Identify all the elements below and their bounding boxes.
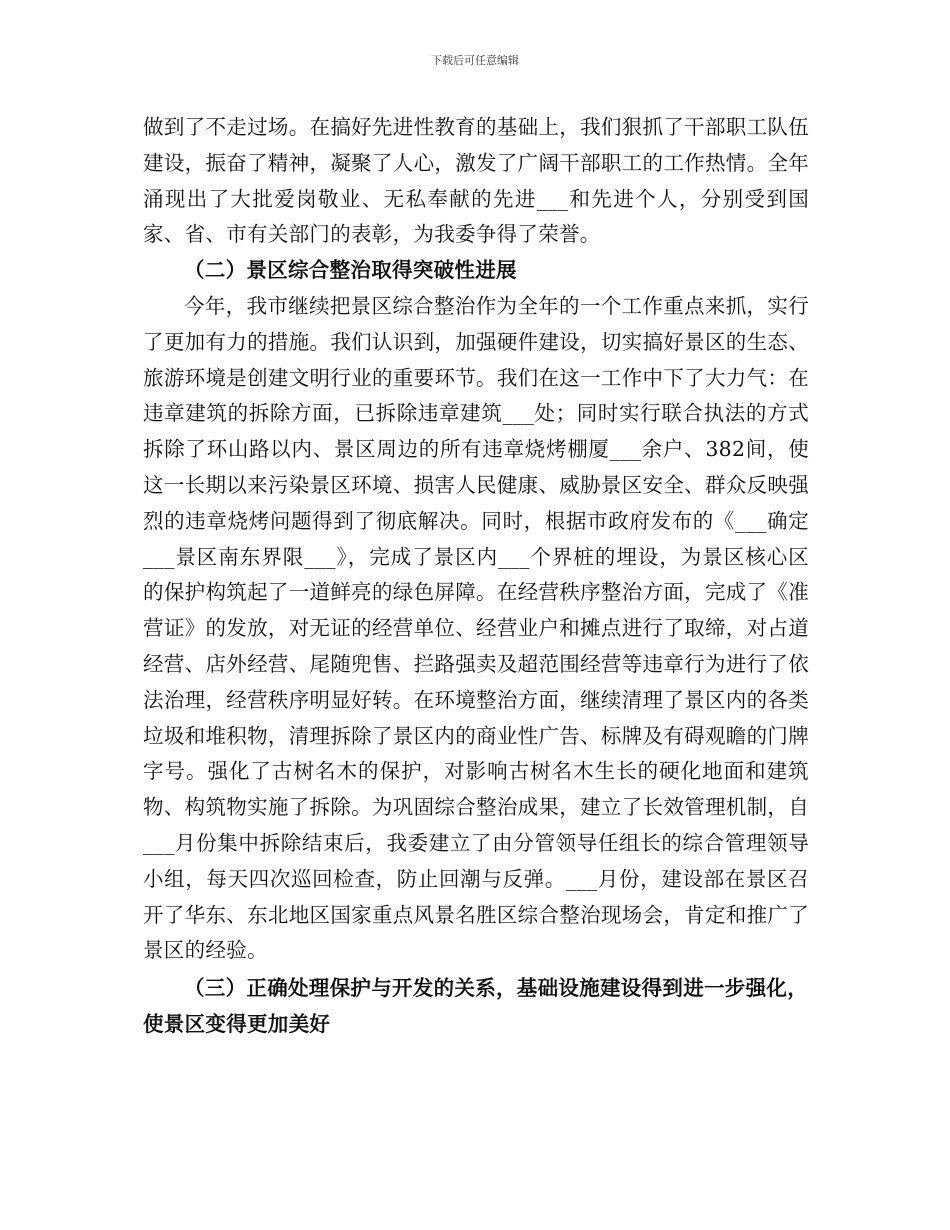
document-body <box>143 110 809 1043</box>
paragraph-continuation: 做到了不走过场。在搞好先进性教育的基础上，我们狠抓了干部职工队伍建设，振奋了精神，凝聚了人心，激发了广阔干部职工的工作热情。全年涌现出了大批爱岗敬业、无私奉献的先进___和先进个人，分别受到国家、省、市有关部门的表彰，为我委争得了荣誉。 <box>143 115 809 247</box>
section-heading-3: （三）正确处理保护与开发的关系，基础设施建设得到进一步强化，使景区变得更加美好 <box>143 976 808 1036</box>
paragraph-scenic-renovation: 今年，我市继续把景区综合整治作为全年的一个工作重点来抓，实行了更加有力的措施。我们认识到，加强硬件建设，切实搞好景区的生态、旅游环境是创建文明行业的重要环节。我们在这一工作中下了大力气：在违章建筑的拆除方面，已拆除违章建筑___处；同时实行联合执法的方式拆除了环山路以内、景区周边的所有违章烧烤棚厦___余户、382间，使这一长期以来污染景区环境、损害人民健康、威胁景区安全、群众反映强烈的违章烧烤问题得到了彻底解决。同时，根据市政府发布的《___确定___景区南东界限___》，完成了景区内___个界桩的埋设，为景区核心区的保护构筑起了一道鲜亮的绿色屏障。在经营秩序整治方面，完成了《准营证》的发放，对无证的经营单位、经营业户和摊点进行了取缔，对占道经营、店外经营、尾随兜售、拦路强卖及超范围经营等违章行为进行了依法治理，经营秩序明显好转。在环境整治方面，继续清理了景区内的各类垃圾和堆积物，清理拆除了景区内的商业性广告、标牌及有碍观瞻的门牌字号。强化了古树名木的保护，对影响古树名木生长的硬化地面和建筑物、构筑物实施了拆除。为巩固综合整治成果，建立了长效管理机制，自___月份集中拆除结束后，我委建立了由分管领导任组长的综合管理领导小组，每天四次巡回检查，防止回潮与反弹。___月份，建设部在景区召开了华东、东北地区国家重点风景名胜区综合整治现场会，肯定和推广了景区的经验。 <box>143 293 809 963</box>
page-header-note: 下载后可任意编辑 <box>431 54 519 67</box>
section-heading-2: （二）景区综合整治取得突破性进展 <box>184 258 517 283</box>
